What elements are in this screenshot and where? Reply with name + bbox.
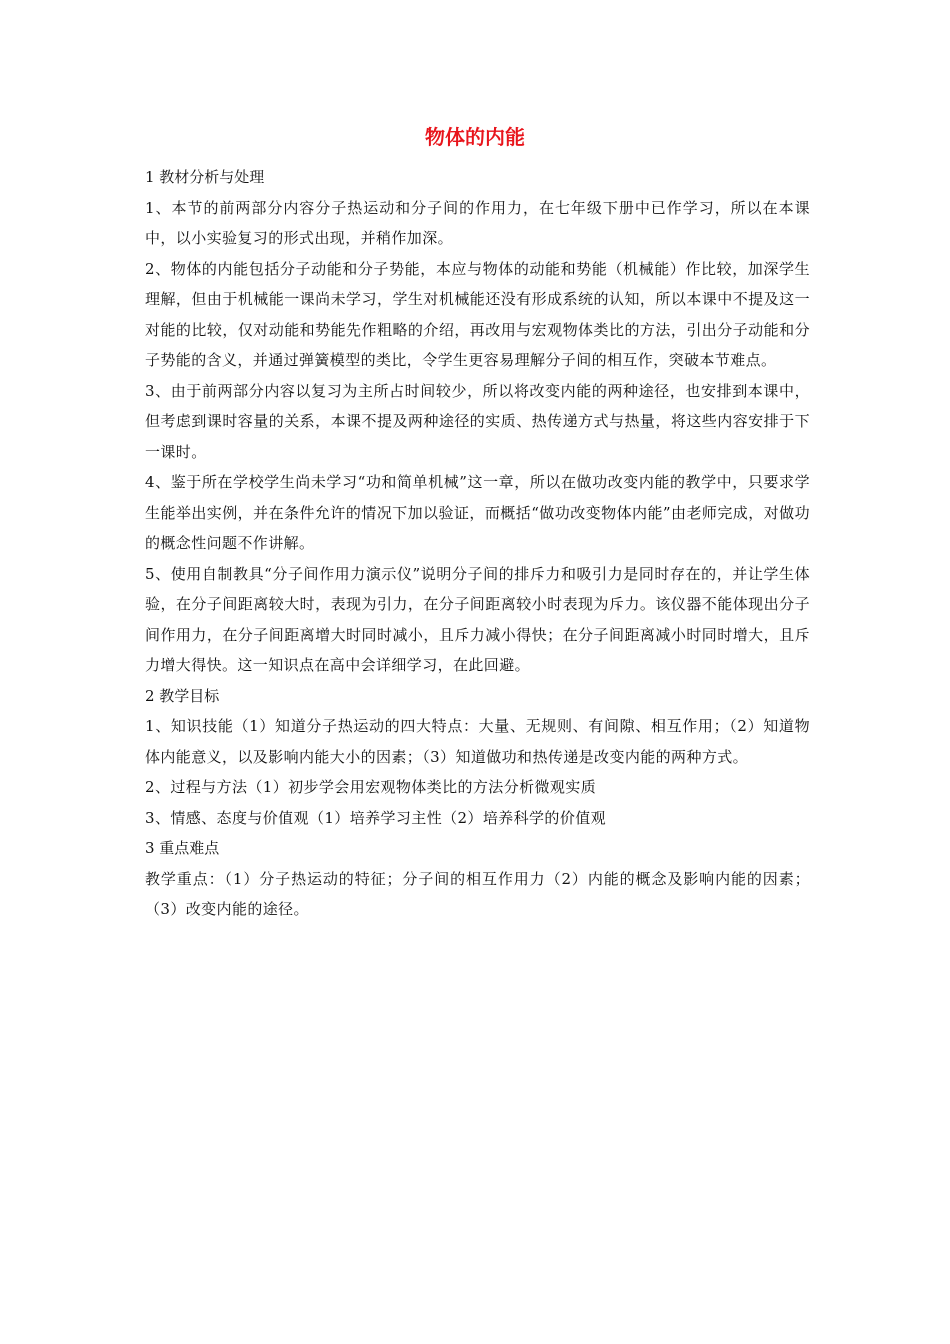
paragraph: 1、本节的前两部分内容分子热运动和分子间的作用力，在七年级下册中已作学习，所以在本课中，以小实验复习的形式出现，并稍作加深。 — [145, 198, 810, 247]
document-body — [145, 162, 810, 925]
section-heading-3: 3 重点难点 — [145, 839, 220, 857]
paragraph: 3、由于前两部分内容以复习为主所占时间较少，所以将改变内能的两种途径，也安排到本课中，但考虑到课时容量的关系，本课不提及两种途径的实质、热传递方式与热量，将这些内容安排于下一课时。 — [145, 381, 810, 461]
section-heading-2: 2 教学目标 — [145, 686, 220, 705]
paragraph: 3、情感、态度与价值观（1）培养学习主性（2）培养科学的价值观 — [145, 808, 607, 827]
paragraph: 教学重点：（1）分子热运动的特征；分子间的相互作用力（2）内能的概念及影响内能的因素；（3）改变内能的途径。 — [145, 869, 810, 918]
paragraph: 4、鉴于所在学校学生尚未学习“功和简单机械”这一章，所以在做功改变内能的教学中，只要求学生能举出实例，并在条件允许的情况下加以验证，而概括“做功改变物体内能”由老师完成，对做功的概念性问题不作讲解。 — [145, 473, 810, 552]
paragraph: 2、过程与方法（1）初步学会用宏观物体类比的方法分析微观实质 — [145, 778, 597, 796]
paragraph: 2、物体的内能包括分子动能和分子势能，本应与物体的动能和势能（机械能）作比较，加深学生理解，但由于机械能一课尚未学习，学生对机械能还没有形成系统的认知，所以本课中不提及这一对能的比较，仅对动能和势能先作粗略的介绍，再改用与宏观物体类比的方法，引出分子动能和分子势能的含义，并通过弹簧模型的类比，令学生更容易理解分子间的相互作，突破本节难点。 — [145, 259, 810, 369]
document-title: 物体的内能 — [425, 125, 525, 149]
paragraph: 1、知识技能（1）知道分子热运动的四大特点：大量、无规则、有间隙、相互作用；（2）知道物体内能意义，以及影响内能大小的因素；（3）知道做功和热传递是改变内能的两种方式。 — [145, 717, 810, 766]
paragraph: 5、使用自制教具“分子间作用力演示仪”说明分子间的排斥力和吸引力是同时存在的，并让学生体验，在分子间距离较大时，表现为引力，在分子间距离较小时表现为斥力。该仪器不能体现出分子间作用力，在分子间距离增大时同时减小，且斥力减小得快；在分子间距离减小时同时增大，且斥力增大得快。这一知识点在高中会详细学习，在此回避。 — [145, 564, 810, 674]
section-heading-1: 1 教材分析与处理 — [145, 168, 265, 186]
